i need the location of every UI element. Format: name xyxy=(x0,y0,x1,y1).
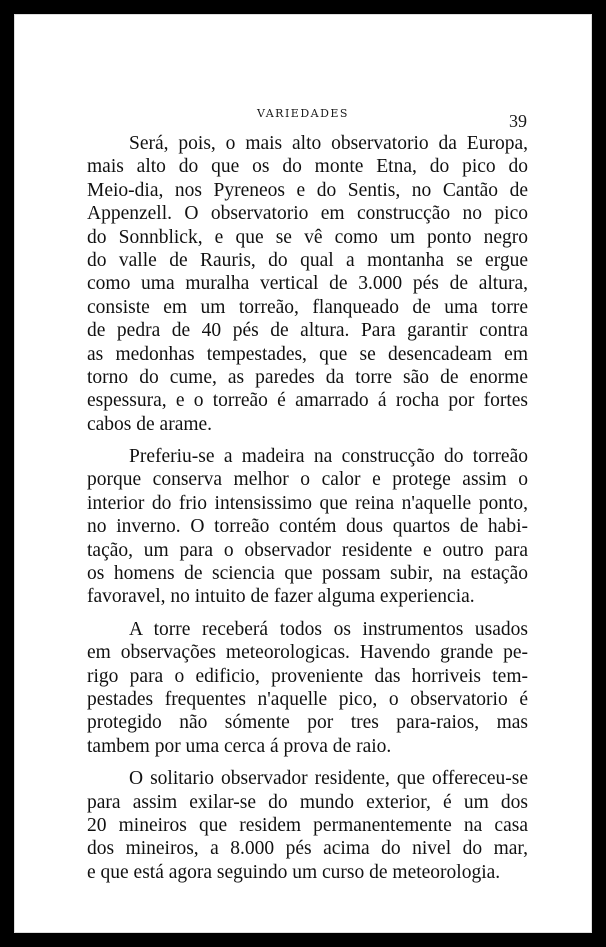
text-line: favoravel, no intuito de fazer alguma experiencia. xyxy=(87,586,475,608)
text-line: rigo para o edificio, proveniente das horriveis tem- xyxy=(87,665,528,687)
text-line: consiste em um torreão, flanqueado de uma torre xyxy=(87,296,528,318)
text-line: no inverno. O torreão contém dous quartos de habi- xyxy=(87,516,528,538)
text-line: os homens de sciencia que possam subir, na estação xyxy=(87,563,528,585)
page-header xyxy=(14,107,592,131)
text-line: Preferiu-se a madeira na construcção do torreão xyxy=(129,446,528,468)
text-line: A torre receberá todos os instrumentos usados xyxy=(129,618,528,640)
text-line: e que está agora seguindo um curso de meteorologia. xyxy=(87,861,501,883)
text-line: para assim exilar-se do mundo exterior, é um dos xyxy=(87,791,528,813)
text-line: torno do cume, as paredes da torre são de enorme xyxy=(87,366,528,388)
paragraph-4 xyxy=(87,767,528,884)
text-line: tação, um para o observador residente e outro para xyxy=(87,539,528,561)
text-line: pestades frequentes n'aquelle pico, o observatorio é xyxy=(87,688,528,710)
text-line: porque conserva melhor o calor e protege assim o xyxy=(87,469,528,491)
text-line: do valle de Rauris, do qual a montanha se ergue xyxy=(87,249,528,271)
page-number: 39 xyxy=(509,111,527,131)
text-line: cabos de arame. xyxy=(87,413,213,435)
text-line: Meio-dia, nos Pyreneos e do Sentis, no Cantão de xyxy=(87,179,528,201)
text-line: em observações meteorologicas. Havendo grande pe- xyxy=(87,642,528,664)
text-line: protegido não sómente por tres para-raios, mas xyxy=(87,712,528,734)
text-line: as medonhas tempestades, que se desencadeam em xyxy=(87,343,528,365)
text-line: mais alto do que os do monte Etna, do pico do xyxy=(87,156,528,178)
text-line: Appenzell. O observatorio em construcção no pico xyxy=(87,203,528,225)
paragraph-3 xyxy=(87,618,528,758)
running-head: VARIEDADES xyxy=(257,107,349,120)
text-line: espessura, e o torreão é amarrado á rocha por fortes xyxy=(87,390,528,412)
text-line: O solitario observador residente, que offereceu-se xyxy=(129,768,528,790)
text-line: Será, pois, o mais alto observatorio da Europa, xyxy=(129,133,528,154)
paragraph-1 xyxy=(87,132,528,436)
text-line: 20 mineiros que residem permanentemente na casa xyxy=(87,814,528,836)
text-line: interior do frio intensissimo que reina n'aquelle ponto, xyxy=(87,492,528,514)
body-text xyxy=(87,132,528,884)
text-line: tambem por uma cerca á prova de raio. xyxy=(87,735,392,757)
paragraph-2 xyxy=(87,445,528,609)
text-line: dos mineiros, a 8.000 pés acima do nivel do mar, xyxy=(87,838,528,860)
book-page xyxy=(14,14,592,933)
text-line: como uma muralha vertical de 3.000 pés de altura, xyxy=(87,273,528,295)
text-line: do Sonnblick, e que se vê como um ponto negro xyxy=(87,226,528,248)
text-line: de pedra de 40 pés de altura. Para garantir contra xyxy=(87,320,528,342)
